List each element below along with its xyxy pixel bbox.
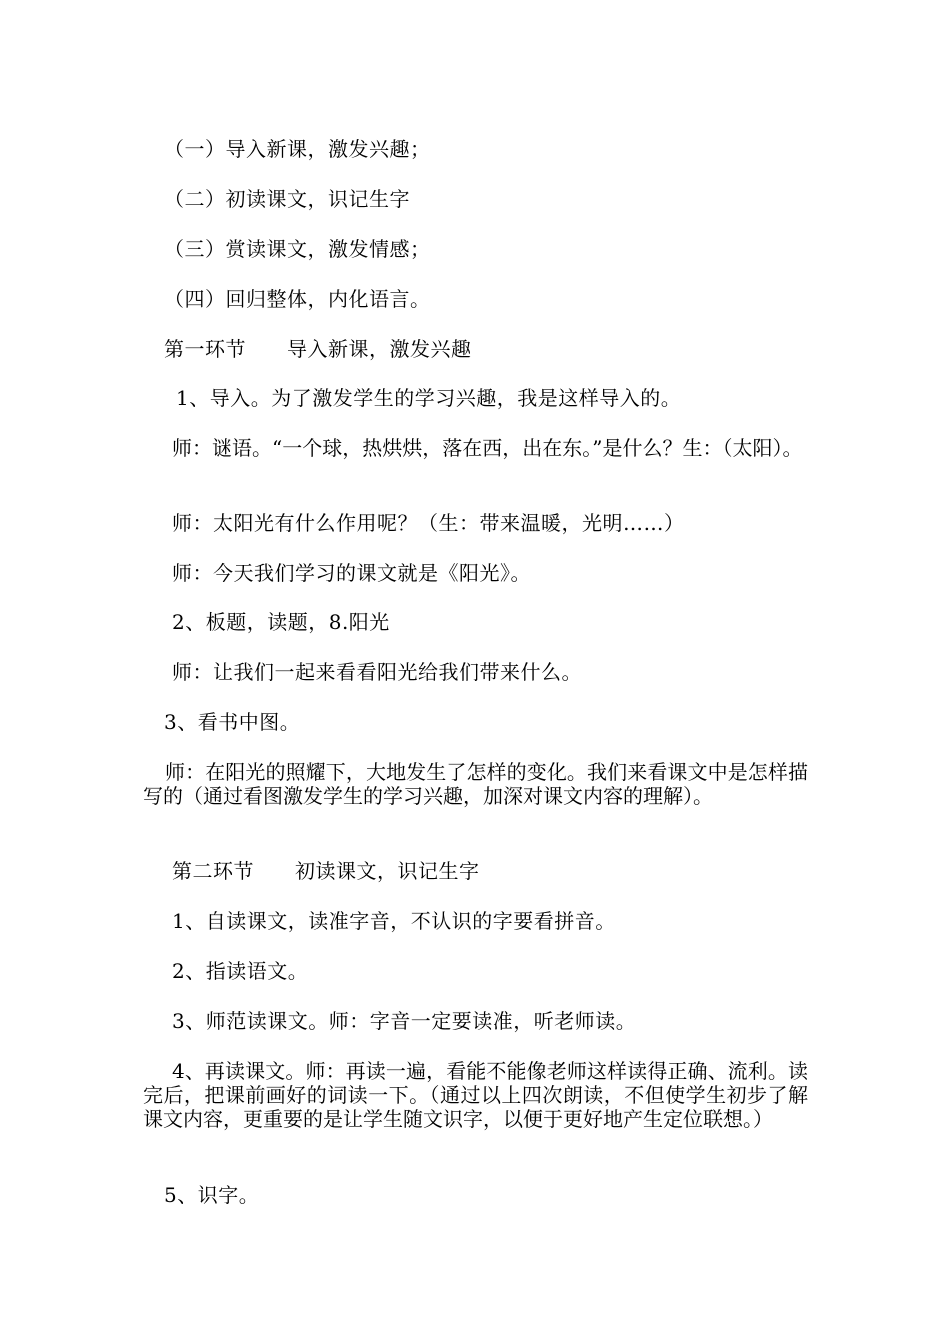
section-2-step-3: 3、师范读课文。师：字音一定要读准，听老师读。 [172,1009,637,1033]
section-1-heading: 第一环节 导入新课，激发兴趣 [164,337,472,361]
section-1-riddle: 师：谜语。“一个球，热烘烘，落在西，出在东。”是什么？生：（太阳）。 [172,436,803,460]
section-2-step-4: 4、再读课文。师：再读一遍，看能不能像老师这样读得正确、流利。读完后，把课前画好的词读一下。（通过以上四次朗读，不但使学生初步了解课文内容，更重要的是让学生随文识字，以便于更好地产生定位联想。） [143,1059,808,1131]
section-1-step-2: 2、板题，读题，8.阳光 [172,610,390,634]
section-2-step-5: 5、识字。 [164,1183,260,1207]
section-1-step-3: 3、看书中图。 [164,710,301,734]
section-2-step-1: 1、自读课文，读准字音，不认识的字要看拼音。 [172,909,616,933]
outline-item-4: （四）回归整体，内化语言。 [164,287,431,311]
section-1-step-1: 1、导入。为了激发学生的学习兴趣，我是这样导入的。 [176,386,682,410]
section-2-step-2: 2、指读语文。 [172,959,309,983]
section-2-heading: 第二环节 初读课文，识记生字 [172,859,480,883]
section-1-let-us: 师：让我们一起来看看阳光给我们带来什么。 [172,660,582,684]
section-1-sunlight: 师：在阳光的照耀下，大地发生了怎样的变化。我们来看课文中是怎样描写的（通过看图激发学生的学习兴趣，加深对课文内容的理解）。 [143,760,808,808]
outline-item-1: （一）导入新课，激发兴趣； [164,137,431,161]
section-1-today: 师：今天我们学习的课文就是《阳光》。 [172,561,531,585]
outline-item-3: （三）赏读课文，激发情感； [164,237,431,261]
outline-item-2: （二）初读课文，识记生字 [164,187,410,211]
section-1-question-sun: 师：太阳光有什么作用呢？（生：带来温暖，光明……） [172,511,685,535]
